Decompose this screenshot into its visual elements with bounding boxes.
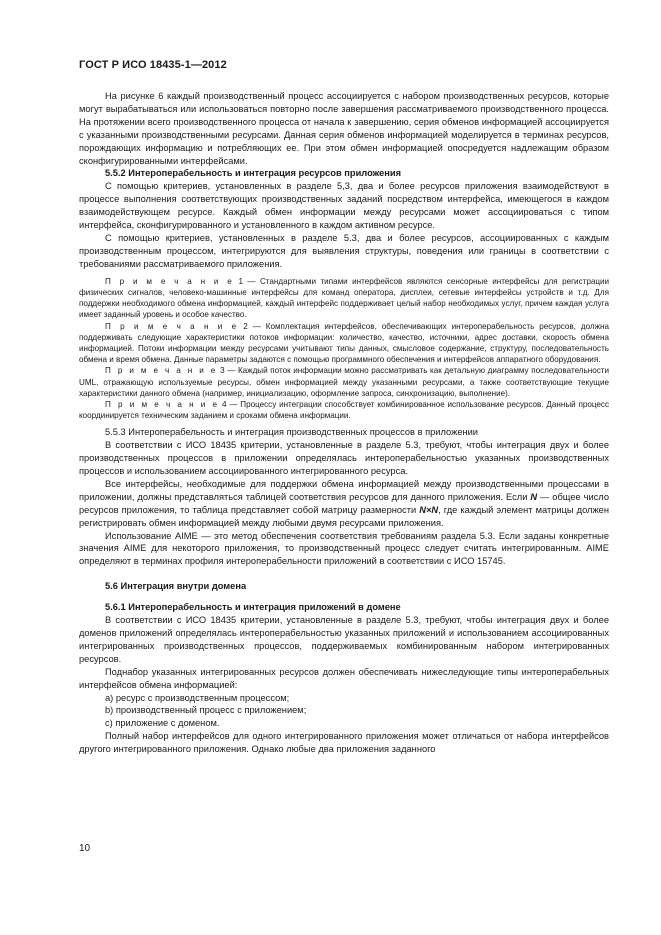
paragraph: Все интерфейсы, необходимые для поддержки обмена информацией между производственными процессами в приложении, должны представляться таблицей соответствия ресурсов для данного приложения. Если N — общее число ресурсов приложения, то таблица представляет собой матрицу размерности N×N, где каждый элемент матрицы должен регистрировать обмен информацией между любыми двумя ресурсами приложения.: [79, 478, 609, 528]
paragraph: В соответствии с ИСО 18435 критерии, установленные в разделе 5.3, требуют, чтобы интеграция двух и более производственных процессов в приложении определялась интероперабельностью указанных производственных процессов и использованием ассоциированного интегрированного ресурса.: [79, 440, 609, 477]
note-label: П р и м е ч а н и е: [105, 399, 220, 409]
list-item: a) ресурс с производственным процессом;: [105, 692, 290, 703]
list-item: b) производственный процесс с приложением;: [105, 705, 307, 716]
section-heading-5-5-3: 5.5.3 Интероперабельность и интеграция производственных процессов в приложении: [105, 427, 479, 438]
section-heading-5-6-1: 5.6.1 Интероперабельность и интеграция приложений в домене: [105, 602, 401, 613]
note-label: П р и м е ч а н и е: [105, 276, 234, 286]
section-heading-5-6: 5.6 Интеграция внутри домена: [105, 581, 247, 592]
note-text: 3 — Каждый поток информации можно рассматривать как детальную диаграмму последовательности UML, отражающую используемые ресурсы, обмен информацией между указанными ресурсами, а также соответствующие текущие характеристики данного обмена (например, инициализацию, оформление запроса, синхронизацию, выполнение).: [79, 366, 609, 398]
paragraph: В соответствии с ИСО 18435 критерии, установленные в разделе 5.3, требуют, чтобы интеграция двух и более доменов приложений определялась интероперабельностью указанных приложений и использованием ассоциированных интегрированных производственных процессов, поддерживаемых комбинированным набором интегрированных ресурсов.: [79, 615, 609, 664]
section-heading-5-5-2: 5.5.2 Интероперабельность и интеграция ресурсов приложения: [105, 168, 402, 179]
note-2: [79, 321, 609, 366]
list-item: c) приложение с доменом.: [105, 718, 220, 729]
note-label: П р и м е ч а н и е: [105, 366, 218, 376]
note-4: [79, 399, 609, 421]
page-number: 10: [79, 843, 91, 854]
paragraph: Поднабор указанных интегрированных ресурсов должен обеспечивать нижеследующие типы интероперабельных интерфейсов обмена информацией:: [79, 666, 609, 690]
page-header: ГОСТ Р ИСО 18435-1—2012: [79, 59, 227, 71]
note-label: П р и м е ч а н и е: [105, 321, 239, 331]
paragraph: Использование AIME — это метод обеспечения соответствия требованиям раздела 5.3. Если заданы конкретные значения AIME для некоторого приложения, то производственный процесс следует считать интегрированным. AIME определяют в терминах профиля интероперабельности приложений в соответствии с ИСО 15745.: [79, 530, 609, 567]
note-text: 4 — Процессу интеграции способствует комбинированное использование ресурсов. Данный процесс координируется техническим заданием и сроками обмена информации.: [79, 399, 609, 421]
note-text: 2 — Комплектация интерфейсов, обеспечивающих интероперабельность ресурсов, должна поддерживать следующие характеристики потоков информации: количество, качество, источники, адрес доставки, скорость обмена информацией. Потоки информации между ресурсами учитывают типы данных, смысловое содержание, структуру, последовательность обмена и время обмена. Данные параметры задаются с помощью программного обеспечения и интерфейсов аппаратного оборудования.: [79, 321, 610, 365]
note-3: [79, 365, 609, 399]
paragraph: Полный набор интерфейсов для одного интегрированного приложения может отличаться от набора интерфейсов другого интегрированного приложения. Однако любые два приложения заданного: [79, 731, 609, 755]
paragraph: На рисунке 6 каждый производственный процесс ассоциируется с набором производственных ресурсов, которые могут вырабатываться или использоваться повторно после завершения рассматриваемого производственного процесса. На протяжении всего производственного процесса от начала к завершению, серия обменов информацией ассоциируется с указанными производственными ресурсами. Данная серия обменов информацией моделируется в терминах ресурсов, порождающих информацию и потребляющих ее. При этом обмен информацией опосредуется надлежащим образом сконфигурированными интерфейсами.: [79, 91, 609, 166]
note-1: [79, 276, 609, 321]
page-content: [79, 90, 609, 756]
paragraph: С помощью критериев, установленных в разделе 5.3, два и более ресурсов, ассоциированных с каждым производственным процессом, интегрируются для выявления структуры, поведения или границы в соответствии с требованиями рассматриваемого приложения.: [79, 232, 609, 269]
note-text: 1 — Стандартными типами интерфейсов являются сенсорные интерфейсы для регистрации физических сигналов, человеко-машинные интерфейсы для команд оператора, дисплеи, сетевые интерфейсы устройств и т.д. Для поддержки необходимого обмена информацией, каждый интерфейс поддерживает целый набор необходимых услуг, причем каждая услуга имеет заданный уровень и особое качество.: [79, 276, 609, 320]
paragraph: С помощью критериев, установленных в разделе 5,3, два и более ресурсов приложения взаимодействуют в процессе выполнения соответствующих производственных заданий посредством интерфейса, имеющегося в каждом взаимодействующем ресурсе. Каждый обмен информации между ресурсами может ассоциироваться с типом интерфейса, сконфигурированного и установленного в каждом активном ресурсе.: [79, 181, 609, 231]
